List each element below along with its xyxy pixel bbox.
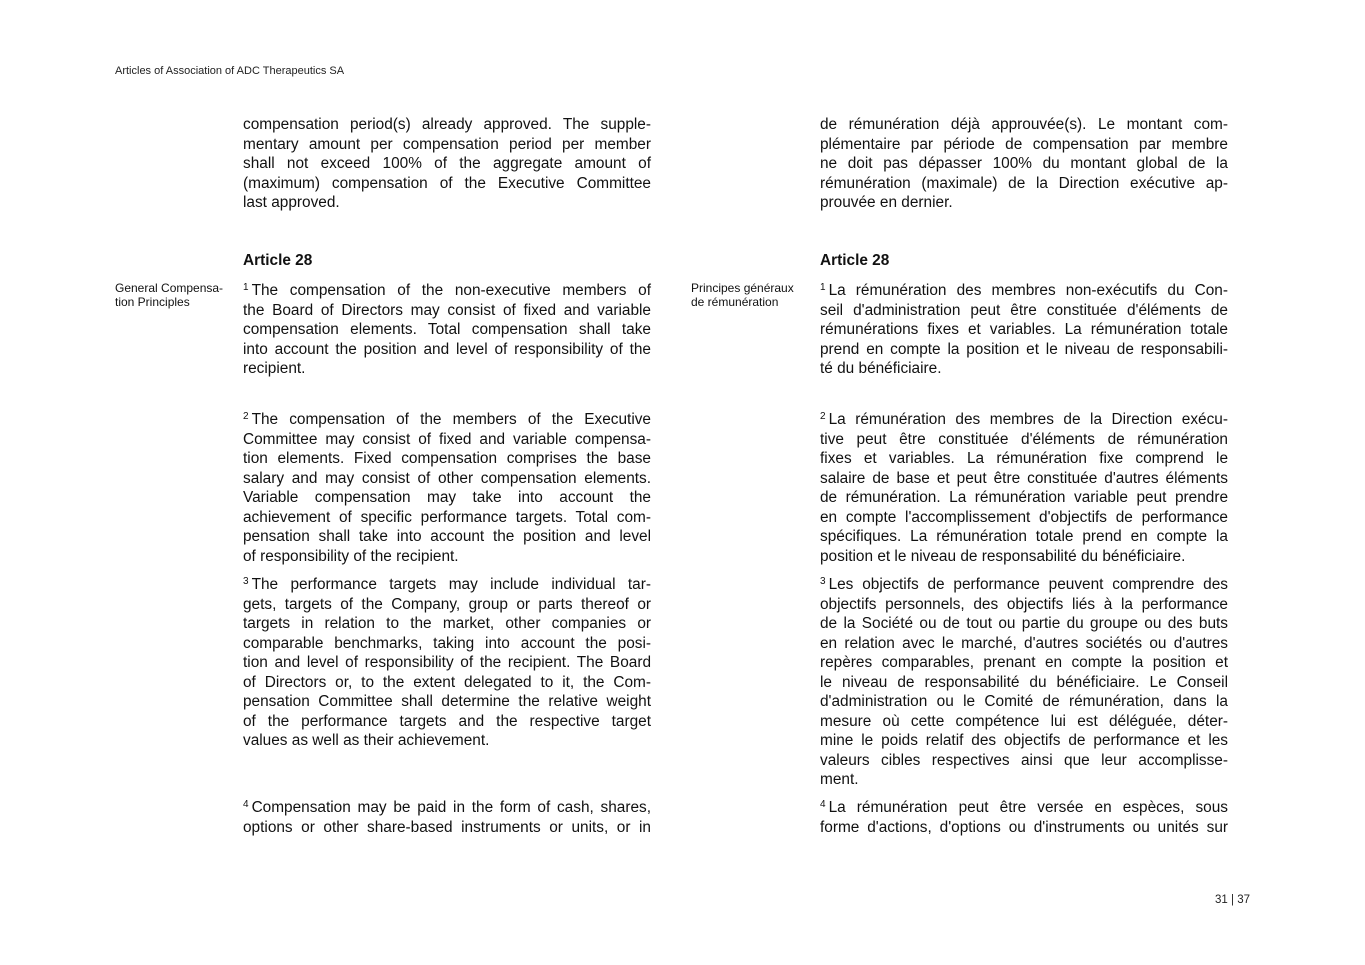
line-text: The compensation of the members of the Executive: [251, 411, 651, 428]
line-text: forme d'actions, d'options ou d'instruments ou unités sur: [820, 818, 1228, 836]
line-text: comparable benchmarks, taking into account the posi-: [243, 634, 651, 652]
text-line: [820, 751, 1228, 771]
text-line: [243, 488, 651, 508]
paragraph-fr-1: [820, 281, 1228, 379]
line-text: La rémunération des membres non-exécutifs du Con-: [828, 282, 1228, 299]
paragraph-en-1: [243, 281, 651, 379]
line-text: salary and may consist of other compensation elements.: [243, 469, 651, 487]
text-line: [820, 340, 1228, 360]
line-text: objectifs personnels, des objectifs liés à la performance: [820, 595, 1228, 613]
line-text: rémunération (maximale) de la Direction exécutive ap-: [820, 174, 1228, 192]
line-text: pensation shall take into account the position and level: [243, 528, 651, 545]
line-text: tion elements. Fixed compensation comprises the base: [243, 450, 651, 467]
text-line: [820, 527, 1228, 547]
line-text: ment.: [820, 771, 859, 788]
line-text: de rémunération déjà approuvée(s). Le montant com-: [820, 116, 1228, 133]
line-text: achievement of specific performance targets. Total com-: [243, 508, 651, 526]
paragraph-fr-0: [820, 115, 1228, 213]
text-line: [820, 174, 1228, 194]
line-text: de rémunération. La rémunération variable peut prendre: [820, 489, 1228, 506]
side-label-line: General Compensa-: [115, 281, 224, 295]
line-text: gets, targets of the Company, group or parts thereof or: [243, 595, 651, 613]
line-text: le niveau de responsabilité du bénéficiaire. Le Conseil: [820, 673, 1228, 691]
line-text: rémunérations fixes et variables. La rémunération totale: [820, 321, 1228, 338]
text-line: [820, 154, 1228, 174]
line-text: plémentaire par période de compensation par membre: [820, 135, 1228, 153]
line-text: tive peut être constituée d'éléments de rémunération: [820, 430, 1228, 448]
line-text: of Directors or, to the extent delegated to it, the Com-: [243, 673, 651, 691]
side-label-line: de rémunération: [691, 295, 779, 309]
paragraph-en-2: [243, 410, 651, 566]
line-text: La rémunération des membres de la Direction exécu-: [828, 411, 1228, 428]
text-line: [243, 575, 651, 595]
text-line: [820, 193, 1228, 213]
text-line: [820, 818, 1228, 838]
text-line: [243, 449, 651, 469]
text-line: [243, 281, 651, 301]
text-line: [820, 135, 1228, 155]
text-line: [243, 320, 651, 340]
text-line: [820, 614, 1228, 634]
line-text: Les objectifs de performance peuvent comprendre des: [828, 576, 1228, 593]
line-text: position et le niveau de responsabilité du bénéficiaire.: [820, 547, 1186, 565]
text-line: [243, 135, 651, 155]
text-line: [243, 595, 651, 615]
text-line: [820, 634, 1228, 654]
line-text: en compte l'accomplissement d'objectifs de performance: [820, 508, 1228, 526]
line-text: valeurs cibles respectives ainsi que leur accomplisse-: [820, 751, 1228, 769]
line-text: mine le poids relatif des objectifs de performance et les: [820, 732, 1228, 749]
side-label-line: Principes généraux: [691, 281, 794, 295]
text-line: [820, 469, 1228, 489]
line-text: into account the position and level of responsibility of the: [243, 340, 651, 358]
paragraph-number: 2: [820, 411, 826, 422]
line-text: mesure où cette compétence lui est déléguée, déter-: [820, 712, 1228, 730]
side-label-line: tion Principles: [115, 295, 190, 309]
line-text: en relation avec le marché, d'autres sociétés ou d'autres: [820, 634, 1228, 652]
paragraph-number: 2: [243, 411, 249, 422]
line-text: Committee may consist of fixed and variable compensa-: [243, 430, 651, 448]
text-line: [820, 449, 1228, 469]
text-line: [243, 340, 651, 360]
paragraph-number: 3: [243, 576, 249, 587]
line-text: fixes et variables. La rémunération fixe comprend le: [820, 450, 1228, 467]
paragraph-number: 4: [243, 799, 249, 810]
line-text: d'administration ou le Comité de rémunération, dans la: [820, 693, 1228, 710]
line-text: Compensation may be paid in the form of cash, shares,: [251, 799, 651, 816]
line-text: compensation period(s) already approved. The supple-: [243, 116, 651, 133]
paragraph-en-3: [243, 575, 651, 751]
line-text: de la Société ou de tout ou partie du groupe ou des buts: [820, 615, 1228, 632]
text-line: [820, 692, 1228, 712]
paragraph-fr-4: [820, 798, 1228, 837]
line-text: salaire de base et peut être constituée d'autres éléments: [820, 469, 1228, 487]
paragraph-number: 1: [820, 282, 826, 293]
text-line: [820, 488, 1228, 508]
line-text: pensation Committee shall determine the relative weight: [243, 693, 651, 710]
text-line: [243, 547, 651, 567]
paragraph-en-0: [243, 115, 651, 213]
line-text: the Board of Directors may consist of fixed and variable: [243, 301, 651, 319]
side-label-fr: [691, 281, 794, 309]
text-line: [243, 359, 651, 379]
text-line: [820, 575, 1228, 595]
text-line: [243, 508, 651, 528]
text-line: [243, 673, 651, 693]
line-text: tion and level of responsibility of the recipient. The Board: [243, 654, 651, 671]
text-line: [820, 712, 1228, 732]
text-line: [243, 430, 651, 450]
document-header: Articles of Association of ADC Therapeutics SA: [115, 65, 345, 77]
text-line: [820, 320, 1228, 340]
paragraph-number: 4: [820, 799, 826, 810]
line-text: La rémunération peut être versée en espèces, sous: [828, 799, 1228, 816]
line-text: Variable compensation may take into account the: [243, 489, 651, 506]
text-line: [820, 115, 1228, 135]
text-line: [820, 770, 1228, 790]
text-line: [243, 818, 651, 838]
line-text: ne doit pas dépasser 100% du montant global de la: [820, 155, 1228, 172]
line-text: The compensation of the non-executive members of: [251, 282, 651, 299]
article-heading-en: Article 28: [243, 252, 313, 269]
paragraph-fr-3: [820, 575, 1228, 790]
text-line: [820, 359, 1228, 379]
text-line: [243, 634, 651, 654]
line-text: The performance targets may include individual tar-: [251, 576, 651, 593]
text-line: [243, 469, 651, 489]
text-line: [243, 410, 651, 430]
text-line: [820, 731, 1228, 751]
line-text: (maximum) compensation of the Executive Committee: [243, 174, 651, 192]
text-line: [243, 614, 651, 634]
text-line: [243, 301, 651, 321]
line-text: of the performance targets and the respective target: [243, 712, 651, 730]
line-text: shall not exceed 100% of the aggregate amount of: [243, 155, 651, 172]
line-text: recipient.: [243, 360, 306, 377]
paragraph-number: 1: [243, 282, 249, 293]
text-line: [243, 798, 651, 818]
line-text: targets in relation to the market, other companies or: [243, 615, 651, 632]
text-line: [820, 301, 1228, 321]
line-text: seil d'administration peut être constituée d'éléments de: [820, 301, 1228, 319]
text-line: [820, 281, 1228, 301]
text-line: [820, 547, 1228, 567]
text-line: [820, 798, 1228, 818]
paragraph-fr-2: [820, 410, 1228, 566]
side-label-en: [115, 281, 223, 309]
article-heading-fr: Article 28: [820, 252, 890, 269]
text-line: [243, 692, 651, 712]
text-line: [820, 673, 1228, 693]
line-text: compensation elements. Total compensation shall take: [243, 321, 651, 338]
paragraph-number: 3: [820, 576, 826, 587]
text-line: [243, 154, 651, 174]
line-text: mentary amount per compensation period per member: [243, 135, 651, 153]
text-line: [243, 115, 651, 135]
line-text: last approved.: [243, 194, 340, 211]
line-text: prouvée en dernier.: [820, 194, 953, 211]
line-text: spécifiques. La rémunération totale prend en compte la: [820, 528, 1228, 545]
text-line: [820, 595, 1228, 615]
line-text: values as well as their achievement.: [243, 732, 490, 749]
page-number: 31 | 37: [1215, 894, 1250, 906]
line-text: options or other share-based instruments or units, or in: [243, 818, 651, 836]
text-line: [243, 193, 651, 213]
paragraph-en-4: [243, 798, 651, 837]
text-line: [243, 527, 651, 547]
text-line: [820, 508, 1228, 528]
line-text: prend en compte la position et le niveau de responsabili-: [820, 340, 1228, 358]
text-line: [243, 174, 651, 194]
line-text: of responsibility of the recipient.: [243, 547, 459, 565]
text-line: [820, 653, 1228, 673]
text-line: [820, 410, 1228, 430]
line-text: té du bénéficiaire.: [820, 360, 942, 377]
text-line: [243, 712, 651, 732]
text-line: [820, 430, 1228, 450]
line-text: repères comparables, prenant en compte la position et: [820, 654, 1228, 671]
text-line: [243, 731, 651, 751]
text-line: [243, 653, 651, 673]
